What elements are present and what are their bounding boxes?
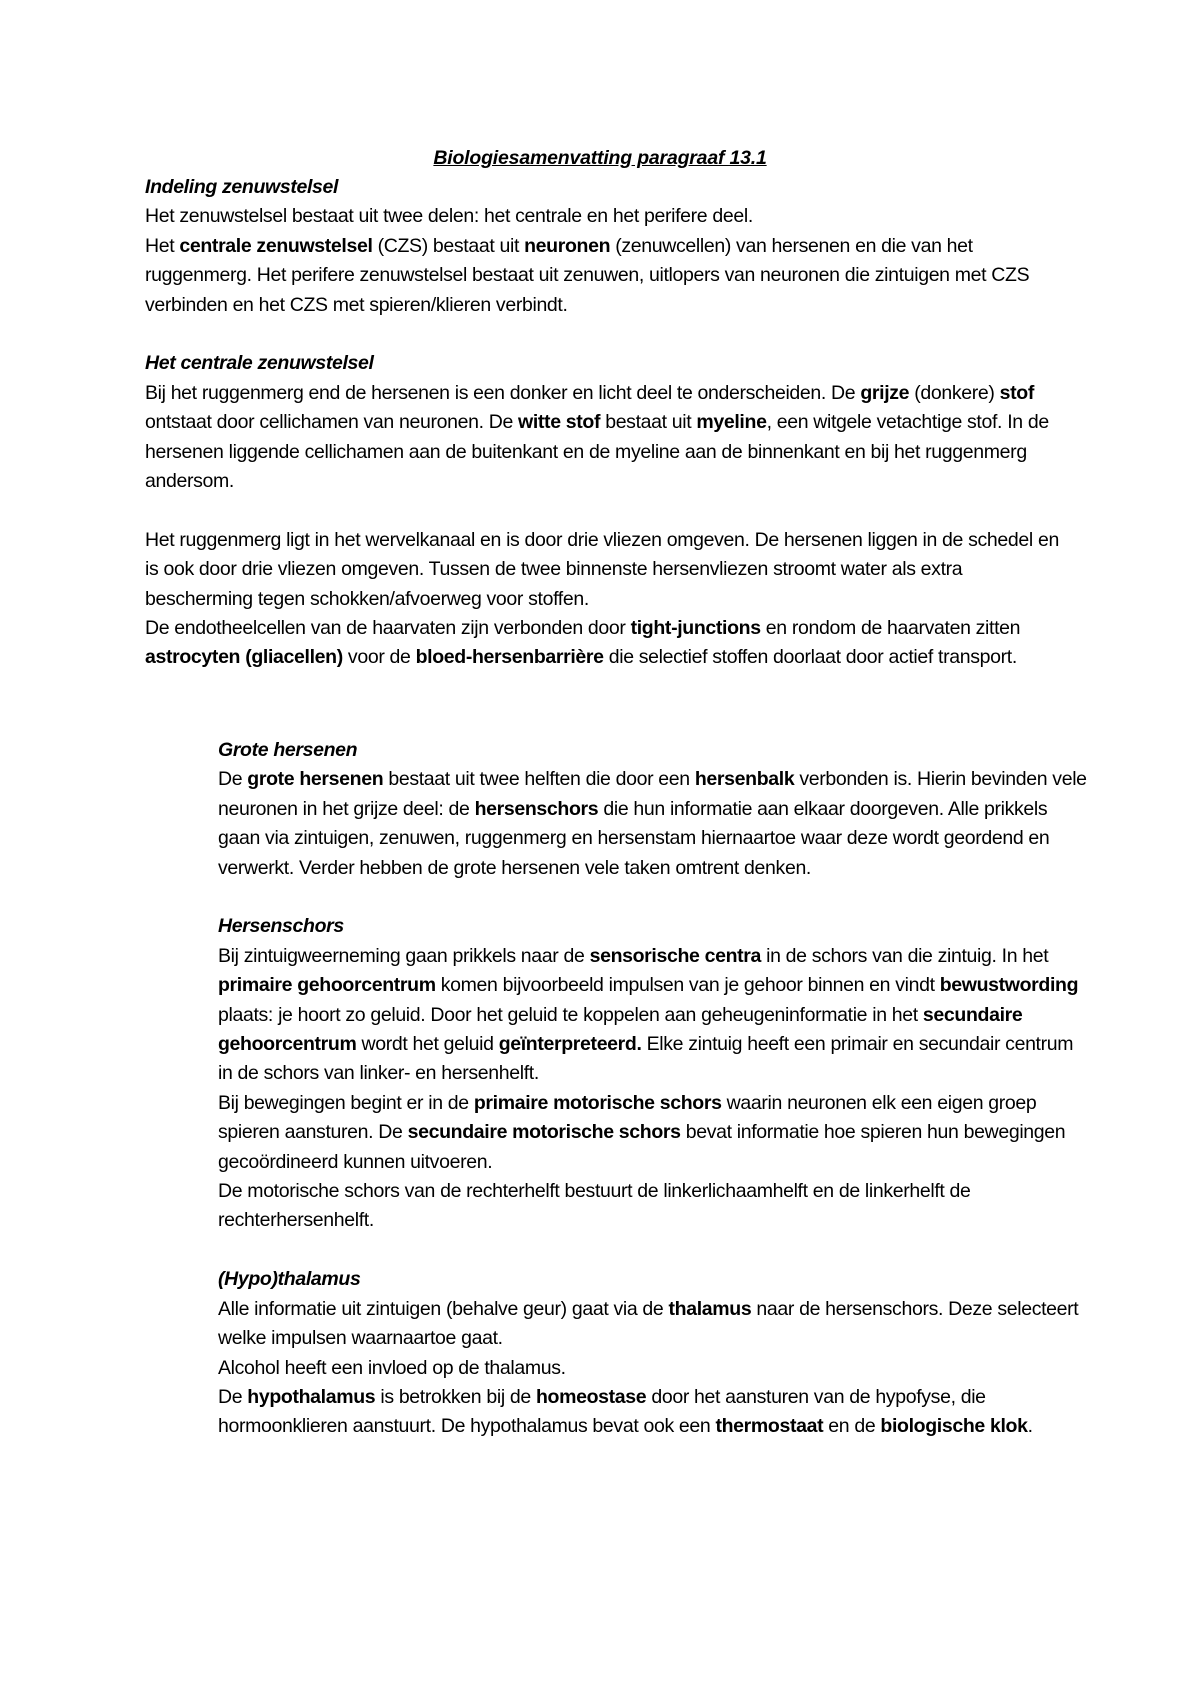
indented-text-block	[218, 736, 1088, 1442]
bold-term: grijze	[860, 381, 910, 404]
bold-term: tight-junctions	[630, 617, 761, 640]
bold-term: grote hersenen	[247, 768, 384, 791]
bold-term: stof	[999, 381, 1034, 404]
bold-term: primaire gehoorcentrum	[218, 974, 436, 997]
paragraph: De endotheelcellen van de haarvaten zijn verbonden door tight-junctions en rondom de haarvaten zitten astrocyten (gliacellen) voor de bloed-hersenbarrière die selectief stoffen doorlaat door actief transport.	[145, 617, 1021, 669]
paragraph: De grote hersenen bestaat uit twee helften die door een hersenbalk verbonden is. Hierin bevinden vele neuronen in het grijze deel: de hersenschors die hun informatie aan elkaar doorgeven. Alle prikkels gaan via zintuigen, zenuwen, ruggenmerg en hersenstam hiernaartoe waar deze wordt geordend en verwerkt. Verder hebben de grote hersenen vele taken omtrent denken.	[218, 768, 1087, 879]
bold-term: geïnterpreteerd.	[498, 1033, 642, 1056]
bold-term: bloed-hersenbarrière	[415, 646, 604, 669]
heading-grote-hersenen: Grote hersenen	[218, 739, 358, 761]
bold-term: hersenbalk	[694, 768, 795, 791]
paragraph: Het centrale zenuwstelsel (CZS) bestaat uit neuronen (zenuwcellen) van hersenen en die van het ruggenmerg. Het perifere zenuwstelsel bestaat uit zenuwen, uitlopers van neuronen die zintuigen met CZS verbinden en het CZS met spieren/klieren verbindt.	[145, 234, 1030, 316]
bold-term: homeostase	[535, 1385, 647, 1408]
bold-term: witte stof	[518, 411, 601, 434]
bold-term: myeline	[696, 411, 767, 434]
paragraph: Bij zintuigweerneming gaan prikkels naar de sensorische centra in de schors van die zintuig. In het primaire gehoorcentrum komen bijvoorbeeld impulsen van je gehoor binnen en vindt bewustwording plaats: je hoort zo geluid. Door het geluid te koppelen aan geheugeninformatie in het secundaire gehoorcentrum wordt het geluid geïnterpreteerd. Elke zintuig heeft een primair en secundair centrum in de schors van linker- en hersenhelft.	[218, 944, 1079, 1085]
bold-term: astrocyten (gliacellen)	[145, 646, 343, 669]
page-title: Biologiesamenvatting paragraaf 13.1	[433, 147, 767, 169]
heading-indeling-zenuwstelsel: Indeling zenuwstelsel	[145, 176, 339, 198]
paragraph: Het ruggenmerg ligt in het wervelkanaal en is door drie vliezen omgeven. De hersenen liggen in de schedel en is ook door drie vliezen omgeven. Tussen de twee binnenste hersenvliezen stroomt water als extra bescherming tegen schokken/afvoerweg voor stoffen.	[145, 528, 1059, 610]
paragraph: Alcohol heeft een invloed op de thalamus.	[218, 1356, 566, 1379]
bold-term: thalamus	[668, 1297, 752, 1320]
bold-term: thermostaat	[715, 1415, 824, 1438]
main-text-block	[145, 173, 1075, 673]
bold-term: hersenschors	[474, 797, 599, 820]
paragraph: Alle informatie uit zintuigen (behalve geur) gaat via de thalamus naar de hersenschors. Deze selecteert welke impulsen waarnaartoe gaat.	[218, 1297, 1079, 1350]
bold-term: primaire motorische schors	[473, 1091, 722, 1114]
heading-centrale-zenuwstelsel: Het centrale zenuwstelsel	[145, 352, 374, 375]
bold-term: neuronen	[524, 234, 611, 257]
paragraph: De motorische schors van de rechterhelft bestuurt de linkerlichaamhelft en de linkerhelft de rechterhersenhelft.	[218, 1180, 971, 1232]
bold-term: hypothalamus	[247, 1385, 376, 1408]
bold-term: sensorische centra	[589, 944, 762, 967]
paragraph: Bij het ruggenmerg end de hersenen is een donker en licht deel te onderscheiden. De grijze (donkere) stof ontstaat door cellichamen van neuronen. De witte stof bestaat uit myeline, een witgele vetachtige stof. In de hersenen liggende cellichamen aan de buitenkant en de myeline aan de binnenkant en bij het ruggenmerg andersom.	[145, 381, 1049, 493]
heading-hypothalamus: (Hypo)thalamus	[218, 1268, 361, 1291]
bold-term: centrale zenuwstelsel	[179, 234, 373, 257]
bold-term: bewustwording	[939, 974, 1079, 997]
bold-term: biologische klok	[880, 1415, 1028, 1438]
paragraph: Bij bewegingen begint er in de primaire motorische schors waarin neuronen elk een eigen groep spieren aansturen. De secundaire motorische schors bevat informatie hoe spieren hun bewegingen gecoördineerd kunnen uitvoeren.	[218, 1091, 1066, 1173]
heading-hersenschors: Hersenschors	[218, 915, 344, 938]
bold-term: secundaire motorische schors	[407, 1121, 681, 1144]
paragraph: Het zenuwstelsel bestaat uit twee delen: het centrale en het perifere deel.	[145, 205, 753, 228]
paragraph: De hypothalamus is betrokken bij de homeostase door het aansturen van de hypofyse, die hormoonklieren aanstuurt. De hypothalamus bevat ook een thermostaat en de biologische klok.	[218, 1385, 1033, 1438]
bold-term: secundaire gehoorcentrum	[218, 1003, 1023, 1056]
